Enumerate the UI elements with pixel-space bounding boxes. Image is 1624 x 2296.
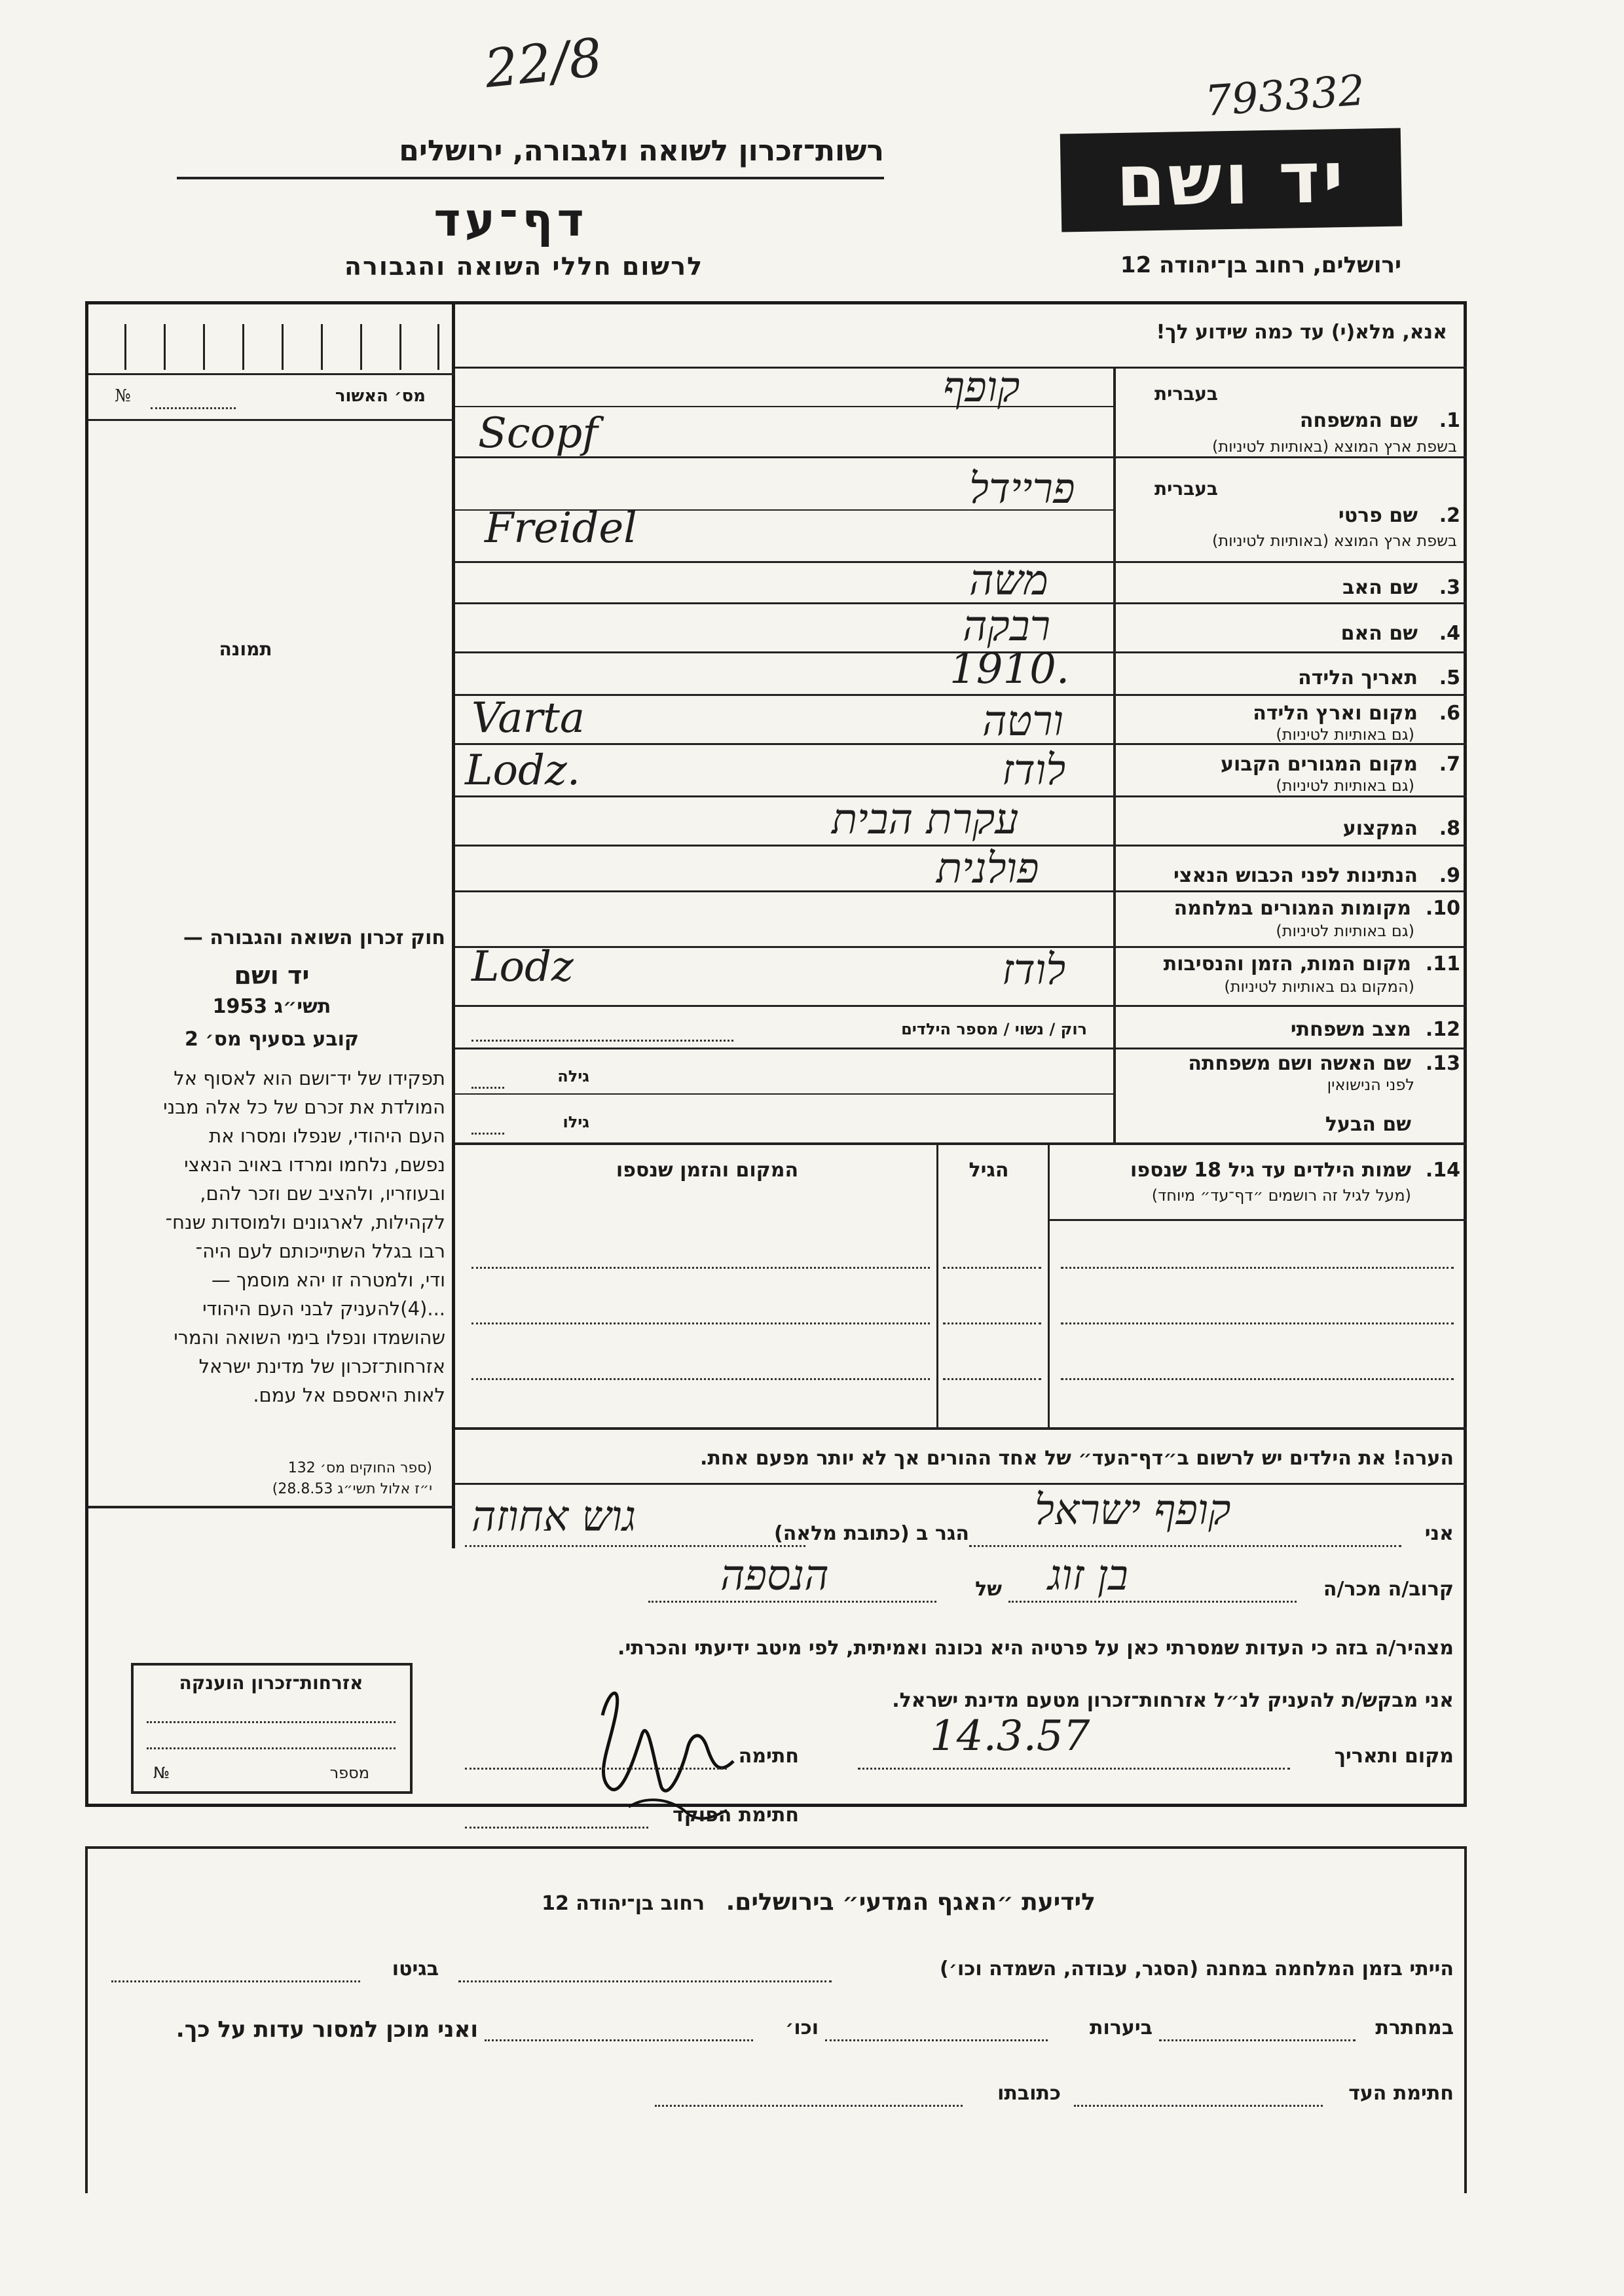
field-5-num: 5. (1439, 666, 1460, 689)
field-13-age-input[interactable] (471, 1087, 504, 1089)
approval-label: מס׳ האשור (335, 386, 426, 406)
children-col-divider (1048, 1144, 1050, 1429)
row-line (455, 1142, 1467, 1145)
law-line: ודי, ולמטרה זו יהא מוסמך — (211, 1269, 445, 1291)
field-3-label: שם האב (1342, 576, 1418, 599)
field-1-sub-lat: בשפת ארץ המוצא (באותיות לטיניות) (1212, 437, 1457, 456)
field-1-label: שם המשפחה (1299, 409, 1418, 432)
field-6-value-lat[interactable]: Varta (471, 694, 585, 742)
decl-officer-line (465, 1827, 648, 1829)
law-ref-2: י״ז אלול תשי״ג 28.8.53) (272, 1481, 432, 1497)
bottom-address: רחוב בן־יהודה 12 (542, 1892, 705, 1915)
decl-date-line (858, 1768, 1290, 1770)
decl-request: אני מבקש/ת להעניק לנ״ל אזרחות־זכרון מטעם מדינת ישראל. (892, 1689, 1454, 1712)
logo-text: יד ושם (1115, 136, 1347, 223)
law-line: המולדת את זכרם של כל אלה מבני (163, 1096, 445, 1118)
field-5-value[interactable]: 1910. (950, 645, 1070, 693)
children-row[interactable] (1061, 1267, 1454, 1269)
law-year-row (98, 995, 445, 1018)
field-11-num: 11. (1425, 953, 1460, 975)
remark-bottom-line (455, 1483, 1467, 1485)
law-box-bottom (88, 1506, 455, 1508)
form-title: דף־עד (434, 193, 588, 247)
decl-name-value[interactable]: קופף ישראל (1035, 1486, 1231, 1535)
decl-date-value[interactable]: 14.3.57 (930, 1712, 1090, 1760)
field-1-value-lat[interactable]: Scopf (478, 409, 598, 458)
decl-lives: הגר ב (כתובת מלאה) (773, 1522, 969, 1545)
bottom-line2b-input[interactable] (825, 2039, 1048, 2041)
citizenship-line-1[interactable] (147, 1721, 396, 1723)
field-8-value[interactable]: עקרת הבית (832, 795, 1019, 844)
decl-place-date-label: מקום ותאריך (1334, 1745, 1454, 1768)
children-row[interactable] (471, 1267, 930, 1269)
decl-statement: מצהיר/ה בזה כי העדות שמסרתי כאן על פרטיה היא נכונה ואמיתית, לפי מיטב ידיעתי והכרתי. (618, 1637, 1454, 1660)
bottom-line3a-input[interactable] (1074, 2105, 1323, 2107)
children-row[interactable] (943, 1378, 1041, 1380)
decl-address-value[interactable]: גוש אחוזה (471, 1493, 637, 1541)
bottom-line2d: ואני מוכן למסור עדות על כך. (175, 2016, 478, 2043)
decl-signature-line (465, 1768, 727, 1770)
field-11-label: מקום המות, הזמן והנסיבות (1163, 953, 1411, 975)
field-13-sub: לפני הנישואין (1327, 1076, 1414, 1094)
children-col-divider (936, 1144, 938, 1429)
children-col-age: הגיל (969, 1159, 1009, 1182)
law-clause: קובע בסעיף מס׳ 2 (184, 1028, 360, 1051)
field-7-num: 7. (1439, 753, 1460, 776)
law-line: העם היהודי, שנפלו ומסרו את (209, 1125, 445, 1147)
row-line (455, 1093, 1113, 1095)
decl-relation-label: קרוב/ה מכר/ה (1323, 1578, 1454, 1601)
row-line (455, 694, 1467, 696)
law-line: רבו בגלל השתייכותם לעם היה־ (195, 1240, 445, 1262)
children-row[interactable] (943, 1322, 1041, 1324)
law-name: יד ושם (234, 961, 310, 990)
bottom-line3b-input[interactable] (655, 2105, 963, 2107)
header-address: ירושלים, רחוב בן־יהודה 12 (1120, 252, 1401, 278)
bottom-line1-input[interactable] (458, 1980, 832, 1982)
children-title: שמות הילדים עד גיל 18 שנספו (1130, 1159, 1411, 1182)
law-year: 1953 (212, 995, 268, 1018)
form-subtitle: לרשום חללי השואה והגבורה (344, 252, 704, 281)
field-12-sub: רוק / נשוי / מספר הילדים (901, 1020, 1087, 1038)
authority-underline (177, 177, 884, 179)
children-header-line (1048, 1219, 1467, 1221)
field-6-sub: (גם באותיות לטיניות) (1276, 725, 1414, 744)
bottom-line1b: בגיטו (392, 1958, 439, 1980)
field-2-value-heb[interactable]: פריידל (969, 465, 1075, 513)
field-11-value-heb[interactable]: לודז (1002, 946, 1066, 994)
row-line (455, 946, 1467, 948)
field-4-value[interactable]: רבקה (963, 602, 1051, 651)
husband-label: שם הבעל (1325, 1113, 1411, 1136)
law-line: לקהילות, לארגונים ולמוסדות שנח־ (165, 1211, 445, 1233)
field-2-num: 2. (1439, 504, 1460, 527)
field-2-label: שם פרטי (1338, 504, 1418, 527)
law-line: לאות היאספם אל עמם. (253, 1384, 445, 1406)
citizenship-line-2[interactable] (147, 1747, 396, 1749)
decl-ani: אני (1424, 1522, 1454, 1545)
children-row[interactable] (1061, 1378, 1454, 1380)
field-8-num: 8. (1439, 817, 1460, 840)
bottom-title-row (458, 1889, 1179, 1916)
field-4-num: 4. (1439, 622, 1460, 645)
field-7-value-heb[interactable]: לודז (1002, 746, 1066, 795)
law-body (98, 1064, 445, 1410)
field-13-age-label: גילה (557, 1067, 589, 1085)
field-10-num: 10. (1425, 897, 1460, 920)
field-1-sub-heb: בעברית (1154, 383, 1218, 405)
field-12-num: 12. (1425, 1018, 1460, 1041)
decl-relation-line (1008, 1601, 1297, 1603)
field-10-sub: (גם באותיות לטיניות) (1276, 922, 1414, 940)
decl-signature-label: חתימה (738, 1745, 799, 1768)
husband-age-input[interactable] (471, 1133, 504, 1135)
field-6-num: 6. (1439, 702, 1460, 725)
field-8-label: המקצוע (1342, 817, 1418, 840)
label-column-divider (1113, 367, 1116, 1142)
field-7-value-lat[interactable]: Lodz. (465, 746, 581, 795)
children-row[interactable] (1061, 1322, 1454, 1324)
children-note: (מעל לגיל זה רושמים ״דף־עד״ מיוחד) (1151, 1186, 1411, 1205)
bottom-line2a: במחתרת (1375, 2016, 1454, 2039)
approval-top-line (88, 373, 455, 375)
decl-address-line (465, 1545, 805, 1547)
law-ref-1: (ספר החוקים מס׳ 132 (287, 1460, 432, 1476)
field-2-value-lat[interactable]: Freidel (485, 504, 637, 553)
photo-label: תמונה (219, 638, 272, 660)
file-number-handwritten: 793332 (1203, 66, 1367, 126)
law-line: תפקידו של יד־ושם הוא לאסוף אל (174, 1067, 445, 1089)
authority-title: רשות־זכרון לשואה ולגבורה, ירושלים (399, 134, 884, 168)
law-line: אזרחות־זכרון של מדינת ישראל (198, 1355, 445, 1377)
field-5-label: תאריך הלידה (1298, 666, 1418, 689)
bottom-line2c-input[interactable] (485, 2039, 753, 2041)
field-2-sub-lat: בשפת ארץ המוצא (באותיות לטיניות) (1212, 532, 1457, 550)
field-1-num: 1. (1439, 409, 1460, 432)
approval-bottom-line (88, 419, 455, 421)
bottom-line2a-input[interactable] (1159, 2039, 1356, 2041)
decl-relation-value[interactable]: בן זוג (1048, 1552, 1128, 1600)
citizenship-no: № (153, 1764, 170, 1782)
page-ref-handwritten: 22/8 (481, 26, 606, 100)
approval-no-sign: № (115, 386, 131, 406)
field-2-sub-heb: בעברית (1154, 478, 1218, 500)
decl-of-value[interactable]: הנספה (720, 1552, 829, 1600)
children-row[interactable] (471, 1322, 930, 1324)
citizenship-number-label: מספר (329, 1764, 369, 1782)
law-title: חוק זכרון השואה והגבורה — (183, 926, 445, 949)
field-9-label: הנתינות לפני הכבוש הנאצי (1173, 864, 1418, 887)
law-line: נפשם, נלחמו ומרדו באויב הנאצי (184, 1154, 445, 1176)
remark-text: הערה! את הילדים יש לרשום ב״דף־העד״ של אחד ההורים אך לא יותר מפעם אחת. (700, 1447, 1454, 1470)
field-12-label: מצב משפחתי (1290, 1018, 1411, 1041)
decl-of-label: של (975, 1578, 1002, 1601)
field-1-value-heb[interactable]: קופף (943, 363, 1020, 412)
intro-text: אנא, מלא(י) עד כמה שידוע לך! (1156, 321, 1447, 344)
field-4-label: שם האם (1340, 622, 1418, 645)
tick-strip (124, 324, 439, 370)
children-num: 14. (1425, 1159, 1460, 1182)
children-col-place: המקום והזמן שנספו (616, 1159, 799, 1182)
row-line (455, 1005, 1467, 1007)
row-line (455, 1048, 1467, 1049)
bottom-line3b: כתובתו (997, 2082, 1061, 2105)
bottom-line2c: וכו׳ (785, 2016, 819, 2039)
field-6-value-heb[interactable]: ורטה (982, 697, 1063, 746)
approval-number-line[interactable] (151, 407, 236, 409)
field-11-sub: (המקום גם באותיות לטיניות) (1224, 977, 1414, 996)
children-row[interactable] (943, 1267, 1041, 1269)
yad-vashem-logo (1060, 128, 1403, 232)
field-6-label: מקום וארץ הלידה (1253, 702, 1418, 725)
law-year-heb: תשי״ג (274, 995, 331, 1018)
bottom-line2b: ביערות (1090, 2016, 1153, 2039)
decl-of-line (648, 1601, 936, 1603)
field-3-value[interactable]: משה (969, 556, 1048, 605)
law-line: ובעוזריו, ולהציב שם וזכר להם, (200, 1182, 445, 1205)
decl-name-line (969, 1545, 1401, 1547)
decl-officer-label: חתימת הפוקד (673, 1804, 799, 1827)
row-line (455, 561, 1467, 563)
field-13-num: 13. (1425, 1052, 1460, 1075)
citizenship-title: אזרחות־זכרון הוענקה (179, 1672, 363, 1694)
row-line (455, 602, 1467, 604)
bottom-line3a: חתימת העד (1348, 2082, 1454, 2105)
field-13-label: שם האשה ושם משפחתה (1188, 1052, 1411, 1075)
remark-top-line (455, 1427, 1467, 1430)
husband-age-label: גילו (563, 1113, 589, 1131)
citizenship-box (131, 1663, 413, 1794)
bottom-line1a: הייתי בזמן המלחמה במחנה (הסגר, עבודה, השמדה וכו׳) (940, 1958, 1454, 1980)
children-row[interactable] (471, 1378, 930, 1380)
field-12-input[interactable] (471, 1040, 733, 1042)
row-line (455, 456, 1467, 458)
field-9-value[interactable]: פולנית (936, 845, 1039, 893)
field-7-sub: (גם באותיות לטיניות) (1276, 776, 1414, 795)
field-11-value-lat[interactable]: Lodz (471, 943, 574, 991)
bottom-line1b-input[interactable] (111, 1980, 360, 1982)
bottom-title: לידיעת ״האגף המדעי״ בירושלים. (726, 1889, 1096, 1916)
field-9-num: 9. (1439, 864, 1460, 887)
field-7-label: מקום המגורים הקבוע (1221, 753, 1418, 776)
field-3-num: 3. (1439, 576, 1460, 599)
law-line: שהושמדו ונפלו בימי השואה והמרי (174, 1326, 445, 1349)
field-10-label: מקומות המגורים במלחמה (1173, 897, 1411, 920)
law-line: ...(4)להעניק לבני העם היהודי (202, 1298, 445, 1320)
